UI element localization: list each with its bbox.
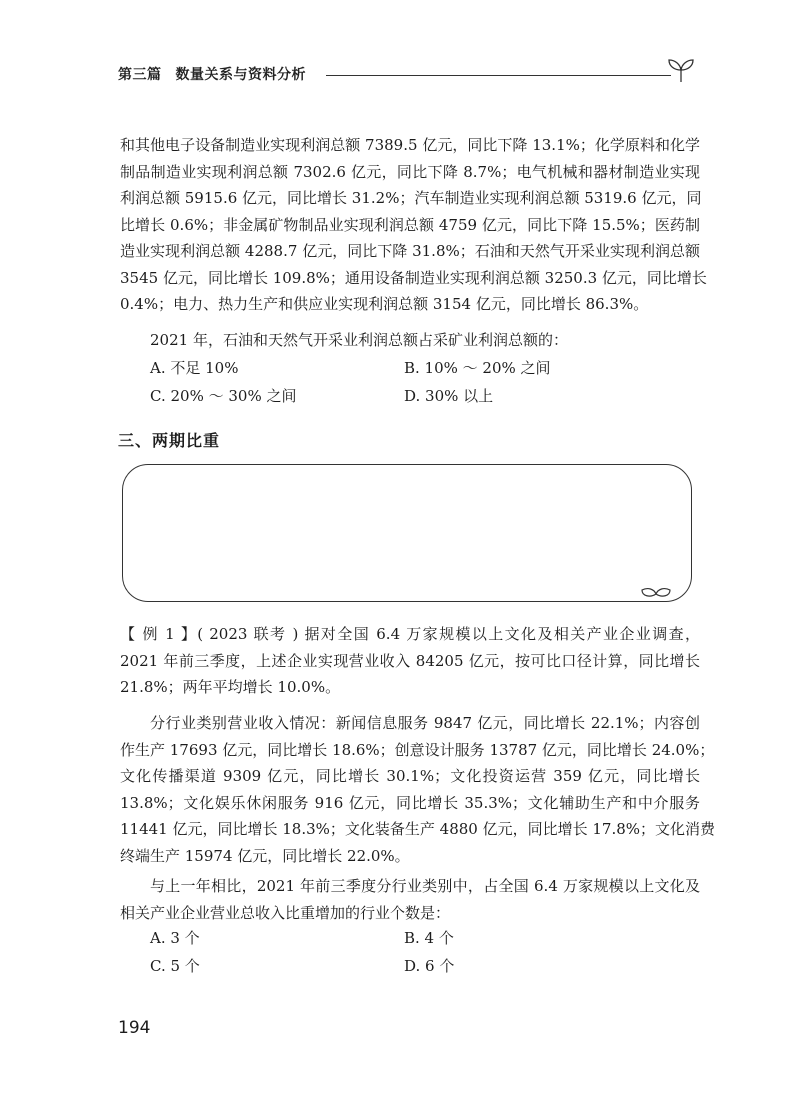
header-part: 第三篇	[118, 67, 162, 83]
question1-option-c[interactable]: C. 20% ～ 30% 之间	[150, 387, 297, 405]
header-text	[118, 64, 306, 84]
question1-stem: 2021 年，石油和天然气开采业利润总额占采矿业利润总额的：	[150, 331, 568, 349]
running-header	[118, 58, 698, 88]
example-option-b[interactable]: B. 4 个	[404, 929, 454, 947]
text-line: 2021 年前三季度，上述企业实现营业收入 84205 亿元，按可比口径计算，同比增长	[120, 651, 700, 670]
leaf-icon	[640, 584, 672, 600]
header-title: 数量关系与资料分析	[175, 67, 306, 83]
question1-option-d[interactable]: D. 30% 以上	[404, 387, 494, 405]
text-line: 0.4%；电力、热力生产和供应业实现利润总额 3154 亿元，同比增长 86.3%。	[120, 295, 649, 313]
text-line: 分行业类别营业收入情况：新闻信息服务 9847 亿元，同比增长 22.1%；内容创	[150, 714, 700, 732]
text-line: 21.8%；两年平均增长 10.0%。	[120, 678, 341, 696]
sprout-icon	[666, 58, 696, 84]
page-number: 194	[118, 1018, 151, 1038]
text-line: 【 例 1 】( 2023 联考 ) 据对全国 6.4 万家规模以上文化及相关产业企业调查，	[120, 625, 700, 643]
text-line: 比增长 0.6%；非金属矿物制品业实现利润总额 4759 亿元，同比下降 15.5%；医药制	[120, 215, 700, 234]
section-title: 三、两期比重	[118, 431, 221, 450]
text-line: 利润总额 5915.6 亿元，同比增长 31.2%；汽车制造业实现利润总额 5319.6 亿元，同	[120, 189, 702, 207]
text-line: 与上一年相比，2021 年前三季度分行业类别中，占全国 6.4 万家规模以上文化及	[150, 877, 700, 895]
header-rule	[326, 75, 671, 76]
example-option-d[interactable]: D. 6 个	[404, 957, 455, 975]
text-line: 制品制造业实现利润总额 7302.6 亿元，同比下降 8.7%；电气机械和器材制造业实现	[120, 162, 700, 181]
text-line: 作生产 17693 亿元，同比增长 18.6%；创意设计服务 13787 亿元，同比增长 24.0%；	[120, 740, 715, 759]
text-line: 文化传播渠道 9309 亿元，同比增长 30.1%；文化投资运营 359 亿元，同比增长	[120, 767, 700, 785]
note-box	[122, 464, 692, 602]
text-line: 和其他电子设备制造业实现利润总额 7389.5 亿元，同比下降 13.1%；化学原料和化学	[120, 136, 700, 154]
question1-option-a[interactable]: A. 不足 10%	[150, 359, 239, 377]
question1-option-b[interactable]: B. 10% ～ 20% 之间	[404, 359, 551, 377]
text-line: 造业实现利润总额 4288.7 亿元，同比下降 31.8%；石油和天然气开采业实现利润总额	[120, 242, 700, 260]
intro-paragraph	[120, 132, 707, 318]
text-line: 11441 亿元，同比增长 18.3%；文化装备生产 4880 亿元，同比增长 17.8%；文化消费	[120, 820, 716, 838]
example-option-c[interactable]: C. 5 个	[150, 957, 200, 975]
example-paragraph-3	[120, 873, 700, 926]
text-line: 3545 亿元，同比增长 109.8%；通用设备制造业实现利润总额 3250.3 亿元，同比增长	[120, 268, 707, 287]
example-option-a[interactable]: A. 3 个	[150, 929, 200, 947]
example-paragraph-1	[120, 621, 700, 701]
text-line: 13.8%；文化娱乐休闲服务 916 亿元，同比增长 35.3%；文化辅助生产和中介服务	[120, 793, 700, 812]
text-line: 相关产业企业营业总收入比重增加的行业个数是：	[120, 903, 451, 922]
example-paragraph-2	[120, 710, 716, 869]
text-line: 终端生产 15974 亿元，同比增长 22.0%。	[120, 846, 410, 865]
